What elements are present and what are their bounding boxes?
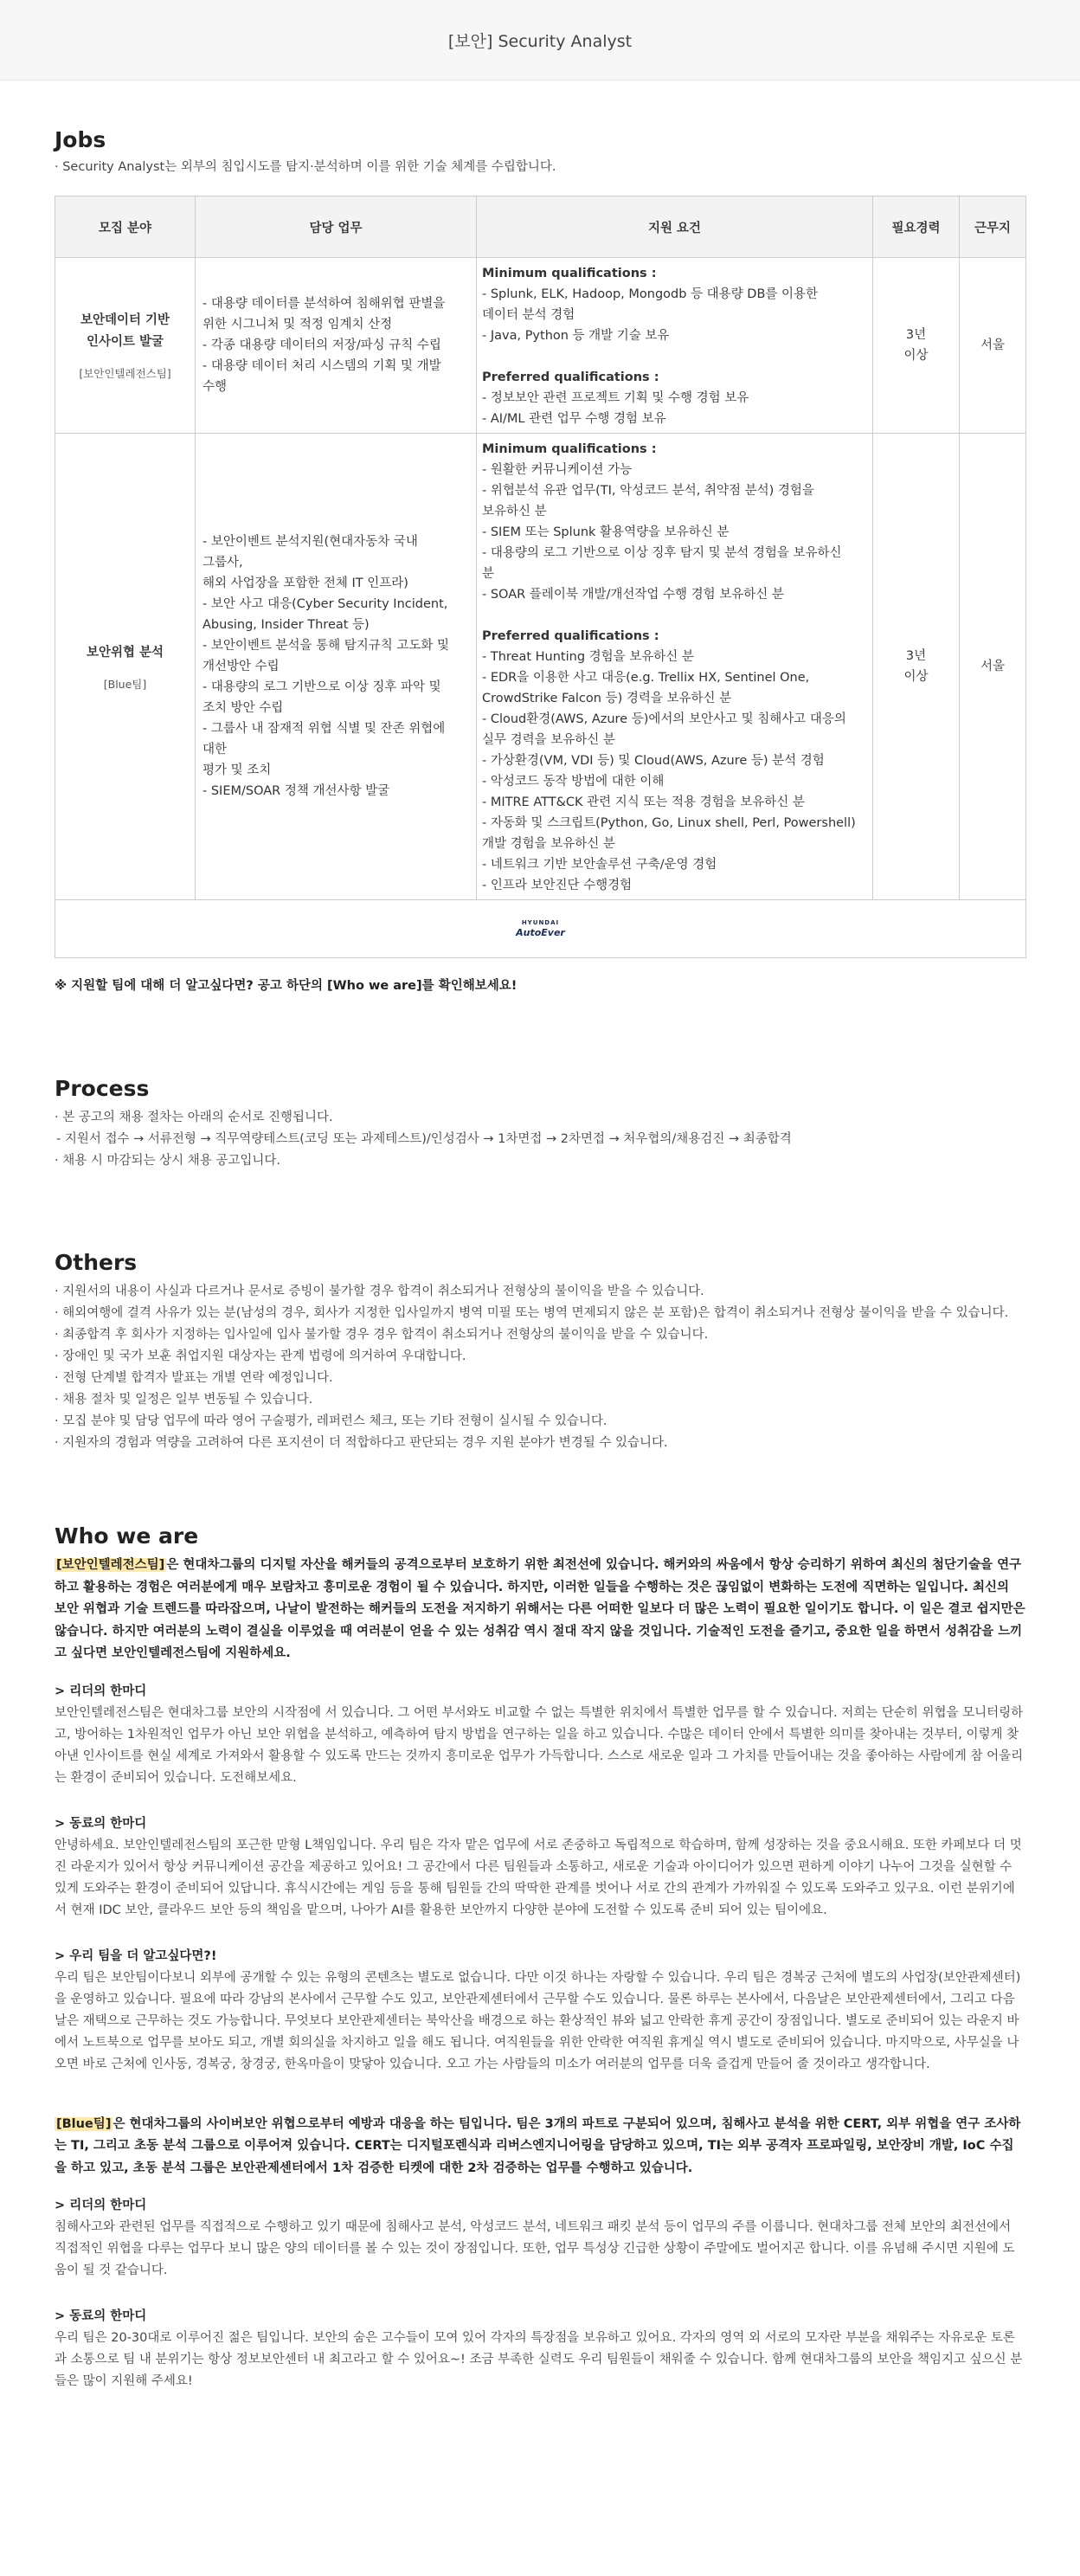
career-value: 3년 [905,649,927,663]
blue-team-intro: [Blue팀] 은 현대차그룹의 사이버보안 위협으로부터 예방과 대응을 하는 팀입니다. 팀은 3개의 파트로 구분되어 있으며, 침해사고 분석을 위한 CERT, 외부 위협을 연구 조사하는 TI, 그리고 초동 분석 그룹으로 이루어져 있습니다. CERT는 디지털포렌식과 리버스엔지니어링을 담당하고 있으며, TI는 외부 공격자 프로파일링, 보안장비 개발, IoC 수집을 하고 있고, 초동 분석 그룹은 보안관제센터에서 1차 검증한 티켓에 대한 2차 검증하는 업무를 수행하고 있습니다. [55,2116,1021,2175]
column-header: 근무지 [960,196,1026,258]
min-qualifications-title: Minimum qualifications : [482,267,657,280]
team-tag: [Blue팀] [56,2116,112,2131]
duty-line: - 보안이벤트 분석을 통해 탐지규칙 고도화 및 [202,639,450,653]
duty-line: 평가 및 조치 [202,763,272,777]
location-cell: 서울 [960,434,1026,900]
section-subheading: > 동료의 한마디 [55,2309,147,2323]
table-header-row [55,196,1026,258]
list-item: · 모집 분야 및 담당 업무에 따라 영어 구술평가, 레퍼런스 체크, 또는 기타 전형이 실시될 수 있습니다. [55,1414,608,1428]
duty-line: Abusing, Insider Threat 등) [202,618,370,632]
requirement-line: - Splunk, ELK, Hadoop, Mongodb 등 대용량 DB를 이용한 [482,287,819,301]
requirements-cell [477,258,873,434]
location-cell: 서울 [960,258,1026,434]
section-body: 보안인텔레전스팀은 현대차그룹 보안의 시작점에 서 있습니다. 그 어떤 부서와도 비교할 수 없는 특별한 위치에서 특별한 업무를 할 수 있습니다. 저희는 단순히 위협을 모니터링하고, 방어하는 1차원적인 업무가 아닌 보안 위협을 분석하고, 예측하여 탐지 방법을 연구하는 일을 하고 있습니다. 수많은 데이터 안에서 특별한 의미를 찾아내는 것부터, 이렇게 찾아낸 인사이트를 현실 세계로 가져와서 활용할 수 있도록 만드는 것까지 흥미로운 업무가 가득합니다. 스스로 새로운 일과 그 가치를 만들어내는 것을 좋아하는 사람에게 참 어울리는 환경이 준비되어 있습니다. 도전해보세요. [55,1705,1024,1785]
table-row [55,258,1026,434]
requirements-cell [477,434,873,900]
page-title: [보안] Security Analyst [447,31,633,51]
requirement-line: - 위협분석 유관 업무(TI, 악성코드 분석, 취약점 분석) 경험을 [482,484,814,498]
job-title-cell [55,258,196,434]
requirement-line: - Cloud환경(AWS, Azure 등)에서의 보안사고 및 침해사고 대응의 [482,712,846,726]
section-subheading: > 리더의 한마디 [55,2199,147,2212]
section-body: 우리 팀은 20-30대로 이루어진 젊은 팀입니다. 보안의 숨은 고수들이 모여 있어 각자의 특장점을 보유하고 있어요. 각자의 영역 외 서로의 모자란 부분을 채워주는 자유로운 토론과 소통으로 팀 내 분위기는 항상 정보보안센터 내 최고라고 할 수 있어요~! 조금 부족한 실력도 우리 팀원들이 채워줄 수 있습니다. 함께 현대차그룹의 보안을 책임지고 싶으신 분들은 많이 지원해 주세요! [55,2331,1023,2388]
requirement-line: - MITRE ATT&CK 관련 지식 또는 적용 경험을 보유하신 분 [482,795,805,809]
others-heading: Others [55,1250,138,1275]
section-subheading: > 우리 팀을 더 알고싶다면?! [55,1948,217,1963]
requirement-line: - 인프라 보안진단 수행경험 [482,879,633,892]
requirement-line: - 원활한 커뮤니케이션 가능 [482,463,633,477]
duty-line: - 각종 대용량 데이터의 저장/파싱 규칙 수립 [202,338,441,352]
team-tag: [보안인텔레전스팀] [56,1558,165,1572]
requirement-line: - Threat Hunting 경험을 보유하신 분 [482,650,694,664]
requirement-line: - 네트워크 기반 보안솔루션 구축/운영 경험 [482,858,717,872]
duty-line: 수행 [202,380,228,394]
jobs-intro: · Security Analyst는 외부의 침입시도를 탐지·분석하며 이를 위한 기술 체계를 수립합니다. [55,160,556,174]
job-title-cell [55,434,196,900]
column-header: 필요경력 [873,196,960,258]
section-subheading: > 동료의 한마디 [55,1816,147,1831]
table-row [55,434,1026,900]
section-body: 우리 팀은 보안팀이다보니 외부에 공개할 수 있는 유형의 콘텐츠는 별도로 없습니다. 다만 이것 하나는 자랑할 수 있습니다. 우리 팀은 경복궁 근처에 별도의 사업장(보안관제센터)을 운영하고 있습니다. 필요에 따라 강남의 본사에서 근무할 수도 있고, 보안관제센터에서 근무할 수도 있습니다. 물론 하루는 본사에서, 다음날은 보안관제센터에서, 그리고 다음날은 재택으로 근무하는 것도 가능합니다. 무엇보다 보안관제센터는 북악산을 배경으로 하는 환상적인 뷰와 넓고 안락한 휴게 공간이 장점입니다. 별도로 준비되어 있는 라운지 바에서 노트북으로 업무를 보아도 되고, 개별 회의실을 차지하고 일을 해도 됩니다. 여직원들을 위한 안락한 여직원 휴게실 역시 별도로 준비되어 있습니다. 마지막으로, 사무실을 나오면 바로 근처에 인사동, 경복궁, 창경궁, 한옥마을이 맞닿아 있습니다. 오고 가는 사람들의 미소가 여러분의 업무를 더욱 즐겁게 만들어 줄 것이라고 생각합니다. [55,1970,1021,2071]
section-body: 안녕하세요. 보안인텔레전스팀의 포근한 맏형 L책임입니다. 우리 팀은 각자 맡은 업무에 서로 존중하고 독립적으로 학습하며, 함께 성장하는 것을 중요시해요. 또한 카페보다 더 멋진 라운지가 있어서 항상 커뮤니케이션 공간을 제공하고 있어요! 그 공간에서 다른 팀원들과 소통하고, 새로운 기술과 아이디어가 있으면 편하게 이야기 나누어 그것을 실현할 수 있게 도와주는 환경이 준비되어 있답니다. 휴식시간에는 게임 등을 통해 팀원들 간의 딱딱한 관계를 벗어나 서로 간의 관계가 가까워질 수 있도록 도와주고 있구요. 이런 분위기에서 현재 IDC 보안, 클라우드 보안 등의 책임을 맡으며, 나아가 AI를 활용한 보안까지 다양한 분야에 도전할 수 있도록 준비 되어 있는 팀이에요. [55,1838,1022,1917]
job-title: 인사이트 발굴 [86,335,164,349]
duty-line: - 대용량 데이터를 분석하여 침해위협 판별을 [202,297,446,311]
duty-line: 개선방안 수립 [202,660,280,673]
requirement-line: - 가상환경(VM, VDI 등) 및 Cloud(AWS, Azure 등) 분석 경험 [482,754,825,768]
team-label: [보안인텔레전스팀] [79,367,171,380]
duty-line: 위한 시그니처 및 적정 임계치 산정 [202,318,393,332]
team-notice: ※ 지원할 팀에 대해 더 알고싶다면? 공고 하단의 [Who we are]를 확인해보세요! [55,979,518,993]
column-header: 지원 요건 [477,196,873,258]
column-header: 담당 업무 [196,196,477,258]
list-item: · 지원서의 내용이 사실과 다르거나 문서로 증빙이 불가할 경우 합격이 취소되거나 전형상의 불이익을 받을 수 있습니다. [55,1285,704,1298]
list-item: · 해외여행에 결격 사유가 있는 분(남성의 경우, 회사가 지정한 입사일까지 병역 미필 또는 병역 면제되지 않은 분 포함)은 합격이 취소되거나 전형상 불이익을 받을 수 있습니다. [55,1306,1009,1320]
process-line: · 채용 시 마감되는 상시 채용 공고입니다. [55,1154,280,1168]
requirement-line: 데이터 분석 경험 [482,308,575,322]
job-title: 보안데이터 기반 [80,313,170,327]
requirement-line: - Java, Python 등 개발 기술 보유 [482,329,670,343]
section-body: 침해사고와 관련된 업무를 직접적으로 수행하고 있기 때문에 침해사고 분석, 악성코드 분석, 네트워크 패킷 분석 등이 업무의 주를 이룹니다. 현대차그룹 전체 보안의 최전선에서 직접적인 위협을 다루는 업무다 보니 많은 양의 데이터를 볼 수 있는 것이 장점입니다. 또한, 업무 특성상 긴급한 상황이 주말에도 벌어지곤 합니다. 이를 유념해 주시면 지원에 도움이 될 것 같습니다. [55,2220,1015,2277]
career-value: 3년 [905,328,927,342]
intel-team-intro: [보안인텔레전스팀] 은 현대차그룹의 디지털 자산을 해커들의 공격으로부터 보호하기 위한 최전선에 있습니다. 해커와의 싸움에서 항상 승리하기 위하여 최신의 첨단기술을 연구하고 활용하는 경험은 여러분에게 매우 보람차고 흥미로운 경험이 될 수 있습니다. 하지만, 이러한 일들을 수행하는 것은 끊임없이 변화하는 도전에 직면하는 일입니다. 최신의 보안 위협과 기술 트렌드를 따라잡으며, 나날이 발전하는 해커들의 도전을 저지하기 위해서는 다른 어떠한 일보다 더 많은 노력이 필요한 일이기도 합니다. 이 일은 결코 쉽지만은 않습니다. 하지만 여러분의 노력이 결실을 이루었을 때 여러분이 얻을 수 있는 성취감 역시 절대 작지 않을 것입니다. 기술적인 도전을 즐기고, 중요한 일을 하면서 성취감을 느끼고 싶다면 보안인텔레전스팀에 지원하세요. [55,1558,1025,1660]
requirement-line: - SIEM 또는 Splunk 활용역량을 보유하신 분 [482,525,730,539]
process-heading: Process [55,1076,150,1101]
duty-line: - 보안이벤트 분석지원(현대자동차 국내 [202,535,418,549]
requirement-line: - 자동화 및 스크립트(Python, Go, Linux shell, Perl, Powershell) [482,816,856,830]
duty-line: 조치 방안 수립 [202,701,284,715]
jobs-table [55,196,1026,958]
list-item: · 장애인 및 국가 보훈 취업지원 대상자는 관계 법령에 의거하여 우대합니다. [55,1349,466,1363]
job-title: 보안위협 분석 [86,645,164,660]
duty-line: 대한 [202,743,228,757]
preferred-qualifications-title: Preferred qualifications : [482,629,659,643]
career-cell [873,258,960,434]
duty-line: - SIEM/SOAR 정책 개선사항 발굴 [202,784,390,798]
duty-line: 그룹사, [202,556,243,570]
requirement-line: - SOAR 플레이북 개발/개선작업 수행 경험 보유하신 분 [482,588,784,602]
requirement-line: 보유하신 분 [482,505,547,518]
requirement-line: - 정보보안 관련 프로젝트 기획 및 수행 경험 보유 [482,391,749,405]
requirement-line: 실무 경력을 보유하신 분 [482,733,615,747]
requirement-line: 개발 경험을 보유하신 분 [482,837,615,851]
requirement-line: - 대용량의 로그 기반으로 이상 징후 탐지 및 분석 경험을 보유하신 [482,546,842,560]
list-item: · 최종합격 후 회사가 지정하는 입사일에 입사 불가할 경우 경우 합격이 취소되거나 전형상의 불이익을 받을 수 있습니다. [55,1328,709,1342]
who-heading: Who we are [55,1523,199,1549]
duty-line: 해외 사업장을 포함한 전체 IT 인프라) [202,576,408,590]
process-line: · 본 공고의 채용 절차는 아래의 순서로 진행됩니다. [55,1111,333,1124]
career-value: 이상 [903,349,929,363]
career-cell [873,434,960,900]
duty-line: - 보안 사고 대응(Cyber Security Incident, [202,597,448,611]
career-value: 이상 [903,670,929,684]
list-item: · 지원자의 경험과 역량을 고려하여 다른 포지션이 더 적합하다고 판단되는 경우 지원 분야가 변경될 수 있습니다. [55,1436,668,1450]
page-header [0,0,1080,80]
duties-cell [196,434,477,900]
team-label: [Blue팀] [103,677,147,691]
requirement-line: - AI/ML 관련 업무 수행 경험 보유 [482,412,666,426]
requirement-line: - EDR을 이용한 사고 대응(e.g. Trellix HX, Sentinel One, [482,671,810,685]
duties-cell [196,258,477,434]
preferred-qualifications-title: Preferred qualifications : [482,370,659,384]
duty-line: - 대용량의 로그 기반으로 이상 징후 파악 및 [202,680,441,694]
requirement-line: - 악성코드 동작 방법에 대한 이해 [482,775,665,789]
posting-content [0,80,1080,2392]
requirement-line: 분 [482,567,495,581]
list-item: · 전형 단계별 합격자 발표는 개별 연락 예정입니다. [55,1371,333,1385]
logo-row [55,900,1026,958]
jobs-heading: Jobs [55,127,106,152]
duty-line: - 그룹사 내 잠재적 위협 식별 및 잔존 위협에 [202,722,446,736]
section-subheading: > 리더의 한마디 [55,1684,147,1698]
requirement-line: CrowdStrike Falcon 등) 경력을 보유하신 분 [482,692,732,705]
logo-cell [55,900,1026,958]
column-header: 모집 분야 [55,196,196,258]
list-item: · 채용 절차 및 일정은 일부 변동될 수 있습니다. [55,1393,313,1407]
process-steps: - 지원서 접수 → 서류전형 → 직무역량테스트(코딩 또는 과제테스트)/인성검사 → 1차면접 → 2차면접 → 처우협의/채용검진 → 최종합격 [56,1132,792,1146]
company-logo: HYUNDAI AutoEver [516,918,565,938]
others-list [55,1281,1025,1454]
duty-line: - 대용량 데이터 처리 시스템의 기획 및 개발 [202,359,441,373]
min-qualifications-title: Minimum qualifications : [482,442,657,456]
